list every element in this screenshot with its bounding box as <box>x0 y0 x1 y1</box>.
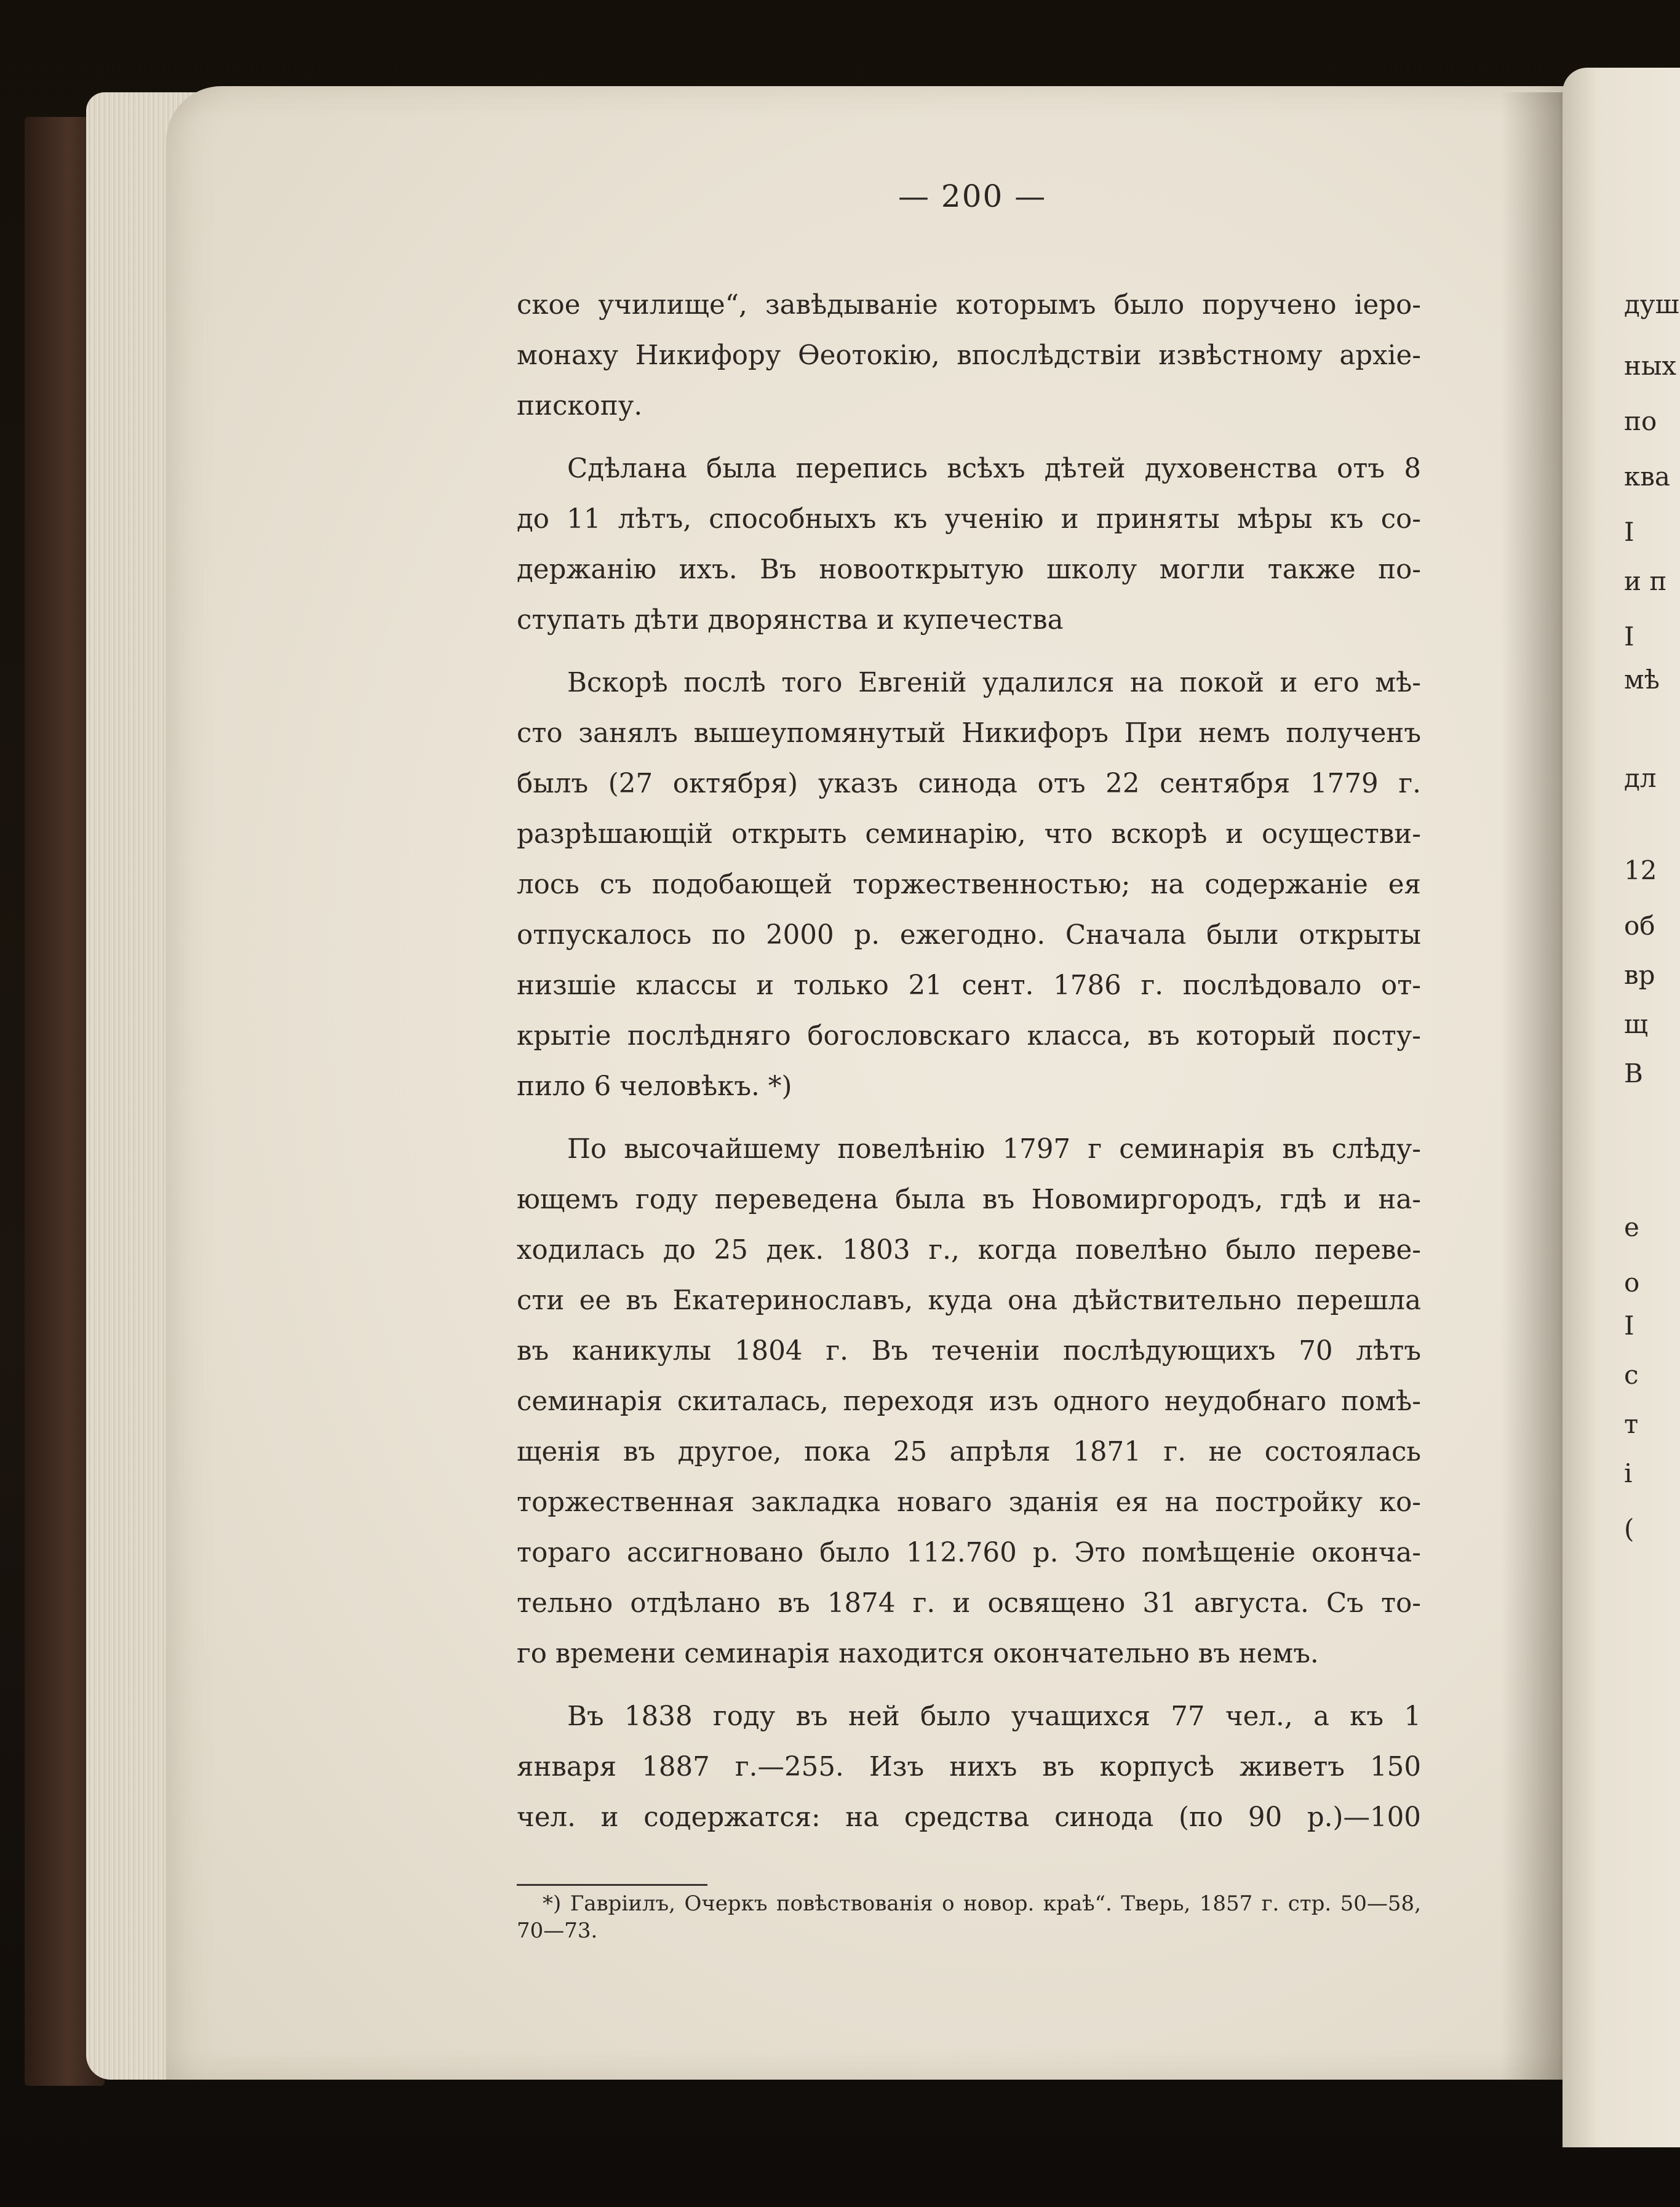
text-line: тельно отдѣлано въ 1874 г. и освящено 31 августа. Съ то- <box>517 1588 1421 1619</box>
paragraph-gap <box>517 645 1421 658</box>
text-line: ступать дѣти дворянства и купечества <box>517 605 1064 636</box>
facing-page-text-fragment: и п <box>1624 566 1667 596</box>
facing-page-text-fragment: ( <box>1624 1514 1634 1544</box>
text-line: сти ее въ Екатеринославъ, куда она дѣйствительно перешла <box>517 1285 1421 1316</box>
paragraph-gap <box>517 431 1421 444</box>
text-line: былъ (27 октября) указъ синода отъ 22 сентября 1779 г. <box>517 768 1421 799</box>
text-line: семинарія скиталась, переходя изъ одного неудобнаго помѣ- <box>517 1386 1421 1417</box>
footnote-rule <box>517 1884 707 1886</box>
text-line: крытіе послѣдняго богословскаго класса, въ который посту- <box>517 1021 1421 1052</box>
text-line: низшіе классы и только 21 сент. 1786 г. послѣдовало от- <box>517 970 1421 1001</box>
facing-page-text-fragment: І <box>1624 1311 1634 1341</box>
text-line: сто занялъ вышеупомянутый Никифоръ При немъ полученъ <box>517 718 1421 749</box>
text-line: Сдѣлана была перепись всѣхъ дѣтей духовенства отъ 8 <box>567 453 1421 484</box>
text-line: ское училище“, завѣдываніе которымъ было поручено іеро- <box>517 290 1421 321</box>
text-line: разрѣшающій открыть семинарію, что вскорѣ и осуществи- <box>517 819 1421 850</box>
facing-page-text-fragment: І <box>1624 517 1634 547</box>
text-line: Въ 1838 году въ ней было учащихся 77 чел., а къ 1 <box>567 1701 1421 1732</box>
facing-page-text-fragment: 12 <box>1624 855 1657 885</box>
facing-page-text-fragment: ква <box>1624 461 1670 492</box>
facing-page-fragment <box>1563 68 1680 2147</box>
footnote-line: 70—73. <box>517 1918 598 1943</box>
facing-page-text-fragment: вр <box>1624 960 1655 990</box>
footnote-line: *) Гавріилъ, Очеркъ повѣствованія о новор. краѣ“. Тверь, 1857 г. стр. 50—58, <box>543 1891 1421 1916</box>
text-line: По высочайшему повелѣнію 1797 г семинарія въ слѣду- <box>567 1134 1421 1165</box>
text-line: держанію ихъ. Въ новооткрытую школу могли также по- <box>517 554 1421 585</box>
text-line: монаху Никифору Ѳеотокію, впослѣдствіи извѣстному архіе- <box>517 340 1421 371</box>
facing-page-text-fragment: т <box>1624 1409 1639 1439</box>
facing-page-text-fragment: ных <box>1624 351 1677 381</box>
facing-page-text-fragment: В <box>1624 1058 1643 1088</box>
facing-page-text-fragment: о <box>1624 1267 1640 1298</box>
footnote <box>517 1890 1421 1944</box>
text-line: января 1887 г.—255. Изъ нихъ въ корпусѣ живетъ 150 <box>517 1752 1421 1782</box>
paragraph-gap <box>517 1112 1421 1124</box>
text-line: до 11 лѣтъ, способныхъ къ ученію и приняты мѣры къ со- <box>517 504 1421 535</box>
facing-page-text-fragment: с <box>1624 1360 1639 1390</box>
facing-page-text-fragment: е <box>1624 1212 1639 1242</box>
page-number: — 200 — <box>898 178 1047 214</box>
paragraph-gap <box>517 1679 1421 1691</box>
text-line: пископу. <box>517 391 643 421</box>
facing-page-text-fragment: І <box>1624 621 1634 652</box>
facing-page-text-fragment: об <box>1624 911 1655 941</box>
facing-page-text-fragment: дл <box>1624 763 1657 793</box>
text-line: чел. и содержатся: на средства синода (по 90 р.)—100 <box>517 1802 1421 1833</box>
text-line: тораго ассигновано было 112.760 р. Это помѣщеніе оконча- <box>517 1538 1421 1568</box>
text-line: го времени семинарія находится окончательно въ немъ. <box>517 1638 1319 1669</box>
facing-page-text-fragment: щ <box>1624 1009 1649 1039</box>
body-text <box>517 280 1421 1843</box>
text-line: торжественная закладка новаго зданія ея на постройку ко- <box>517 1487 1421 1518</box>
text-line: въ каникулы 1804 г. Въ теченіи послѣдующихъ 70 лѣтъ <box>517 1336 1421 1367</box>
text-line: лось съ подобающей торжественностью; на содержаніе ея <box>517 869 1421 900</box>
facing-page-text-fragment: мѣ <box>1624 664 1660 695</box>
text-line: Вскорѣ послѣ того Евгеній удалился на покой и его мѣ- <box>567 668 1421 698</box>
text-line: ходилась до 25 дек. 1803 г., когда повелѣно было переве- <box>517 1235 1421 1266</box>
text-line: щенія въ другое, пока 25 апрѣля 1871 г. не состоялась <box>517 1437 1421 1467</box>
facing-page-text-fragment: і <box>1624 1458 1633 1488</box>
facing-page-text-fragment: по <box>1624 406 1657 436</box>
text-line: отпускалось по 2000 р. ежегодно. Сначала были открыты <box>517 920 1421 951</box>
text-line: пило 6 человѣкъ. *) <box>517 1071 792 1102</box>
facing-page-text-fragment: душ <box>1624 289 1679 319</box>
text-line: ющемъ году переведена была въ Новомиргородъ, гдѣ и на- <box>517 1184 1421 1215</box>
